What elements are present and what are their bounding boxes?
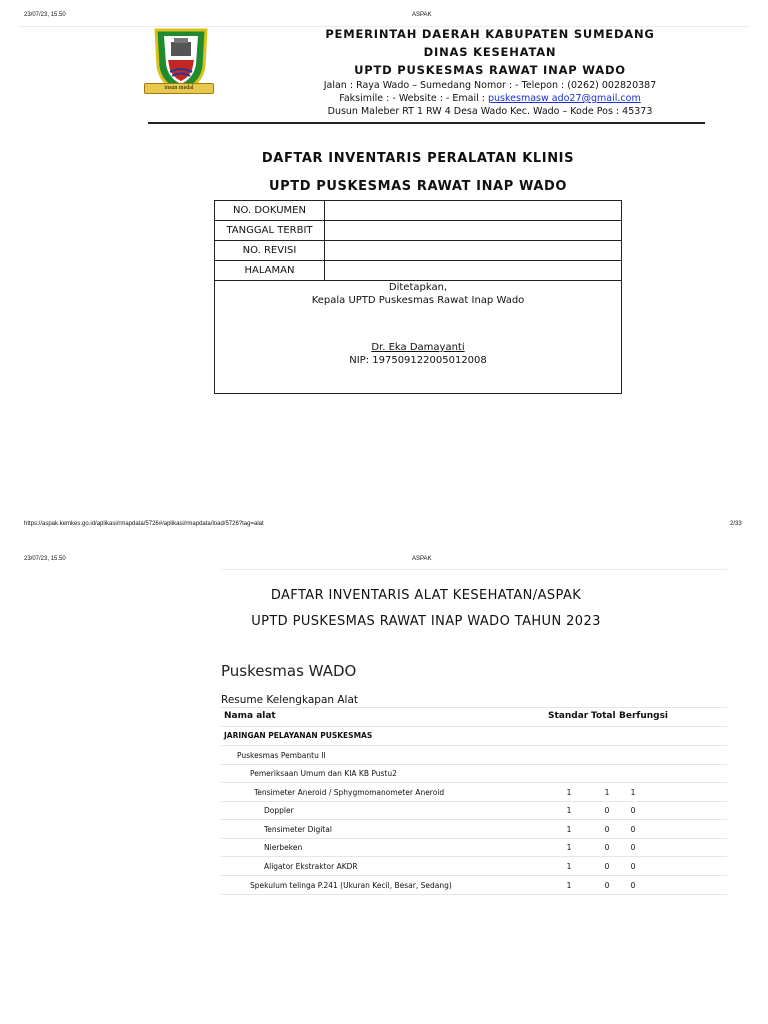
meta-label: NO. REVISI xyxy=(215,241,325,261)
meta-label: TANGGAL TERBIT xyxy=(215,221,325,241)
group-row: Pemeriksaan Umum dan KIA KB Pustu2 xyxy=(250,769,397,778)
item-name: Nierbeken xyxy=(264,843,303,852)
col-header-name: Nama alat xyxy=(224,711,276,721)
item-total: 0 xyxy=(604,843,610,852)
page2-header-divider xyxy=(221,569,727,570)
letterhead-contact xyxy=(300,92,680,105)
item-berfungsi: 0 xyxy=(630,825,636,834)
letterhead-government: PEMERINTAH DAERAH KABUPATEN SUMEDANG xyxy=(325,27,655,41)
fax-website-label: Faksimile : - Website : - Email : xyxy=(339,93,488,104)
item-name: Tensimeter Aneroid / Sphygmomanometer Aneroid xyxy=(254,788,445,797)
document-meta-table xyxy=(214,200,622,281)
item-standar: 1 xyxy=(566,843,572,852)
meta-value xyxy=(325,261,622,281)
item-standar: 1 xyxy=(566,788,572,797)
letterhead xyxy=(300,25,680,118)
meta-value xyxy=(325,241,622,261)
resume-heading: Resume Kelengkapan Alat xyxy=(221,694,359,706)
section-row: JARINGAN PELAYANAN PUSKESMAS xyxy=(224,731,373,740)
signature-block xyxy=(214,280,622,394)
meta-label: NO. DOKUMEN xyxy=(215,201,325,221)
meta-row xyxy=(215,241,622,261)
signer-position: Kepala UPTD Puskesmas Rawat Inap Wado xyxy=(311,295,525,306)
item-standar: 1 xyxy=(566,825,572,834)
item-standar: 1 xyxy=(566,862,572,871)
table-divider xyxy=(221,819,727,820)
table-divider xyxy=(221,801,727,802)
item-berfungsi: 0 xyxy=(630,806,636,815)
table-divider xyxy=(221,726,727,727)
logo-ribbon: insun medal xyxy=(144,83,214,94)
meta-row xyxy=(215,221,622,241)
table-divider xyxy=(221,764,727,765)
footer-page-number: 2/33 xyxy=(730,521,742,527)
print-date-2: 23/07/23, 15.50 xyxy=(24,556,66,562)
letterhead-address: Jalan : Raya Wado – Sumedang Nomor : - Telepon : (0262) 002820387 xyxy=(323,80,657,91)
meta-row xyxy=(215,201,622,221)
letterhead-location: Dusun Maleber RT 1 RW 4 Desa Wado Kec. Wado – Kode Pos : 45373 xyxy=(327,106,653,117)
col-header-berfungsi: Berfungsi xyxy=(619,711,669,721)
subsection-row: Puskesmas Pembantu II xyxy=(237,751,326,760)
aspak-subtitle: UPTD PUSKESMAS RAWAT INAP WADO TAHUN 2023 xyxy=(251,614,601,629)
table-divider xyxy=(221,745,727,746)
footer-url: https://aspak.kemkes.go.id/aplikasi/rmapdata/5726#/aplikasi/rmapdata/load/5726?tag=alat xyxy=(24,521,264,527)
col-header-standar: Standar xyxy=(548,711,589,721)
letterhead-rule xyxy=(148,122,705,124)
meta-label: HALAMAN xyxy=(215,261,325,281)
item-name: Doppler xyxy=(264,806,294,815)
letterhead-department: DINAS KESEHATAN xyxy=(423,45,557,59)
email-link[interactable]: puskesmasw ado27@gmail.com xyxy=(488,93,641,104)
meta-row xyxy=(215,261,622,281)
item-standar: 1 xyxy=(566,806,572,815)
table-divider xyxy=(221,838,727,839)
puskesmas-name: Puskesmas WADO xyxy=(221,662,357,680)
item-berfungsi: 0 xyxy=(630,881,636,890)
document-subtitle: UPTD PUSKESMAS RAWAT INAP WADO xyxy=(268,179,568,194)
item-berfungsi: 0 xyxy=(630,862,636,871)
table-divider xyxy=(221,782,727,783)
table-divider xyxy=(221,856,727,857)
aspak-title: DAFTAR INVENTARIS ALAT KESEHATAN/ASPAK xyxy=(270,588,582,603)
item-total: 0 xyxy=(604,881,610,890)
item-berfungsi: 0 xyxy=(630,843,636,852)
item-standar: 1 xyxy=(566,881,572,890)
item-berfungsi: 1 xyxy=(630,788,636,797)
ditetapkan-label: Ditetapkan, xyxy=(388,282,448,293)
letterhead-unit: UPTD PUSKESMAS RAWAT INAP WADO xyxy=(354,63,626,77)
table-divider xyxy=(221,894,727,895)
print-title: ASPAK xyxy=(412,12,432,18)
item-name: Aligator Ekstraktor AKDR xyxy=(264,862,358,871)
meta-value xyxy=(325,201,622,221)
item-total: 0 xyxy=(604,825,610,834)
item-total: 0 xyxy=(604,806,610,815)
meta-value xyxy=(325,221,622,241)
item-name: Tensimeter Digital xyxy=(264,825,332,834)
table-divider xyxy=(221,875,727,876)
table-divider xyxy=(221,707,727,708)
item-name: Spekulum telinga P.241 (Ukuran Kecil, Besar, Sedang) xyxy=(250,881,452,890)
document-title: DAFTAR INVENTARIS PERALATAN KLINIS xyxy=(261,151,575,166)
item-total: 1 xyxy=(604,788,610,797)
signer-nip: NIP: 197509122005012008 xyxy=(349,355,487,366)
signer-name: Dr. Eka Damayanti xyxy=(371,342,465,353)
item-total: 0 xyxy=(604,862,610,871)
print-date: 23/07/23, 15.50 xyxy=(24,12,66,18)
print-title-2: ASPAK xyxy=(412,556,432,562)
col-header-total: Total xyxy=(591,711,616,721)
